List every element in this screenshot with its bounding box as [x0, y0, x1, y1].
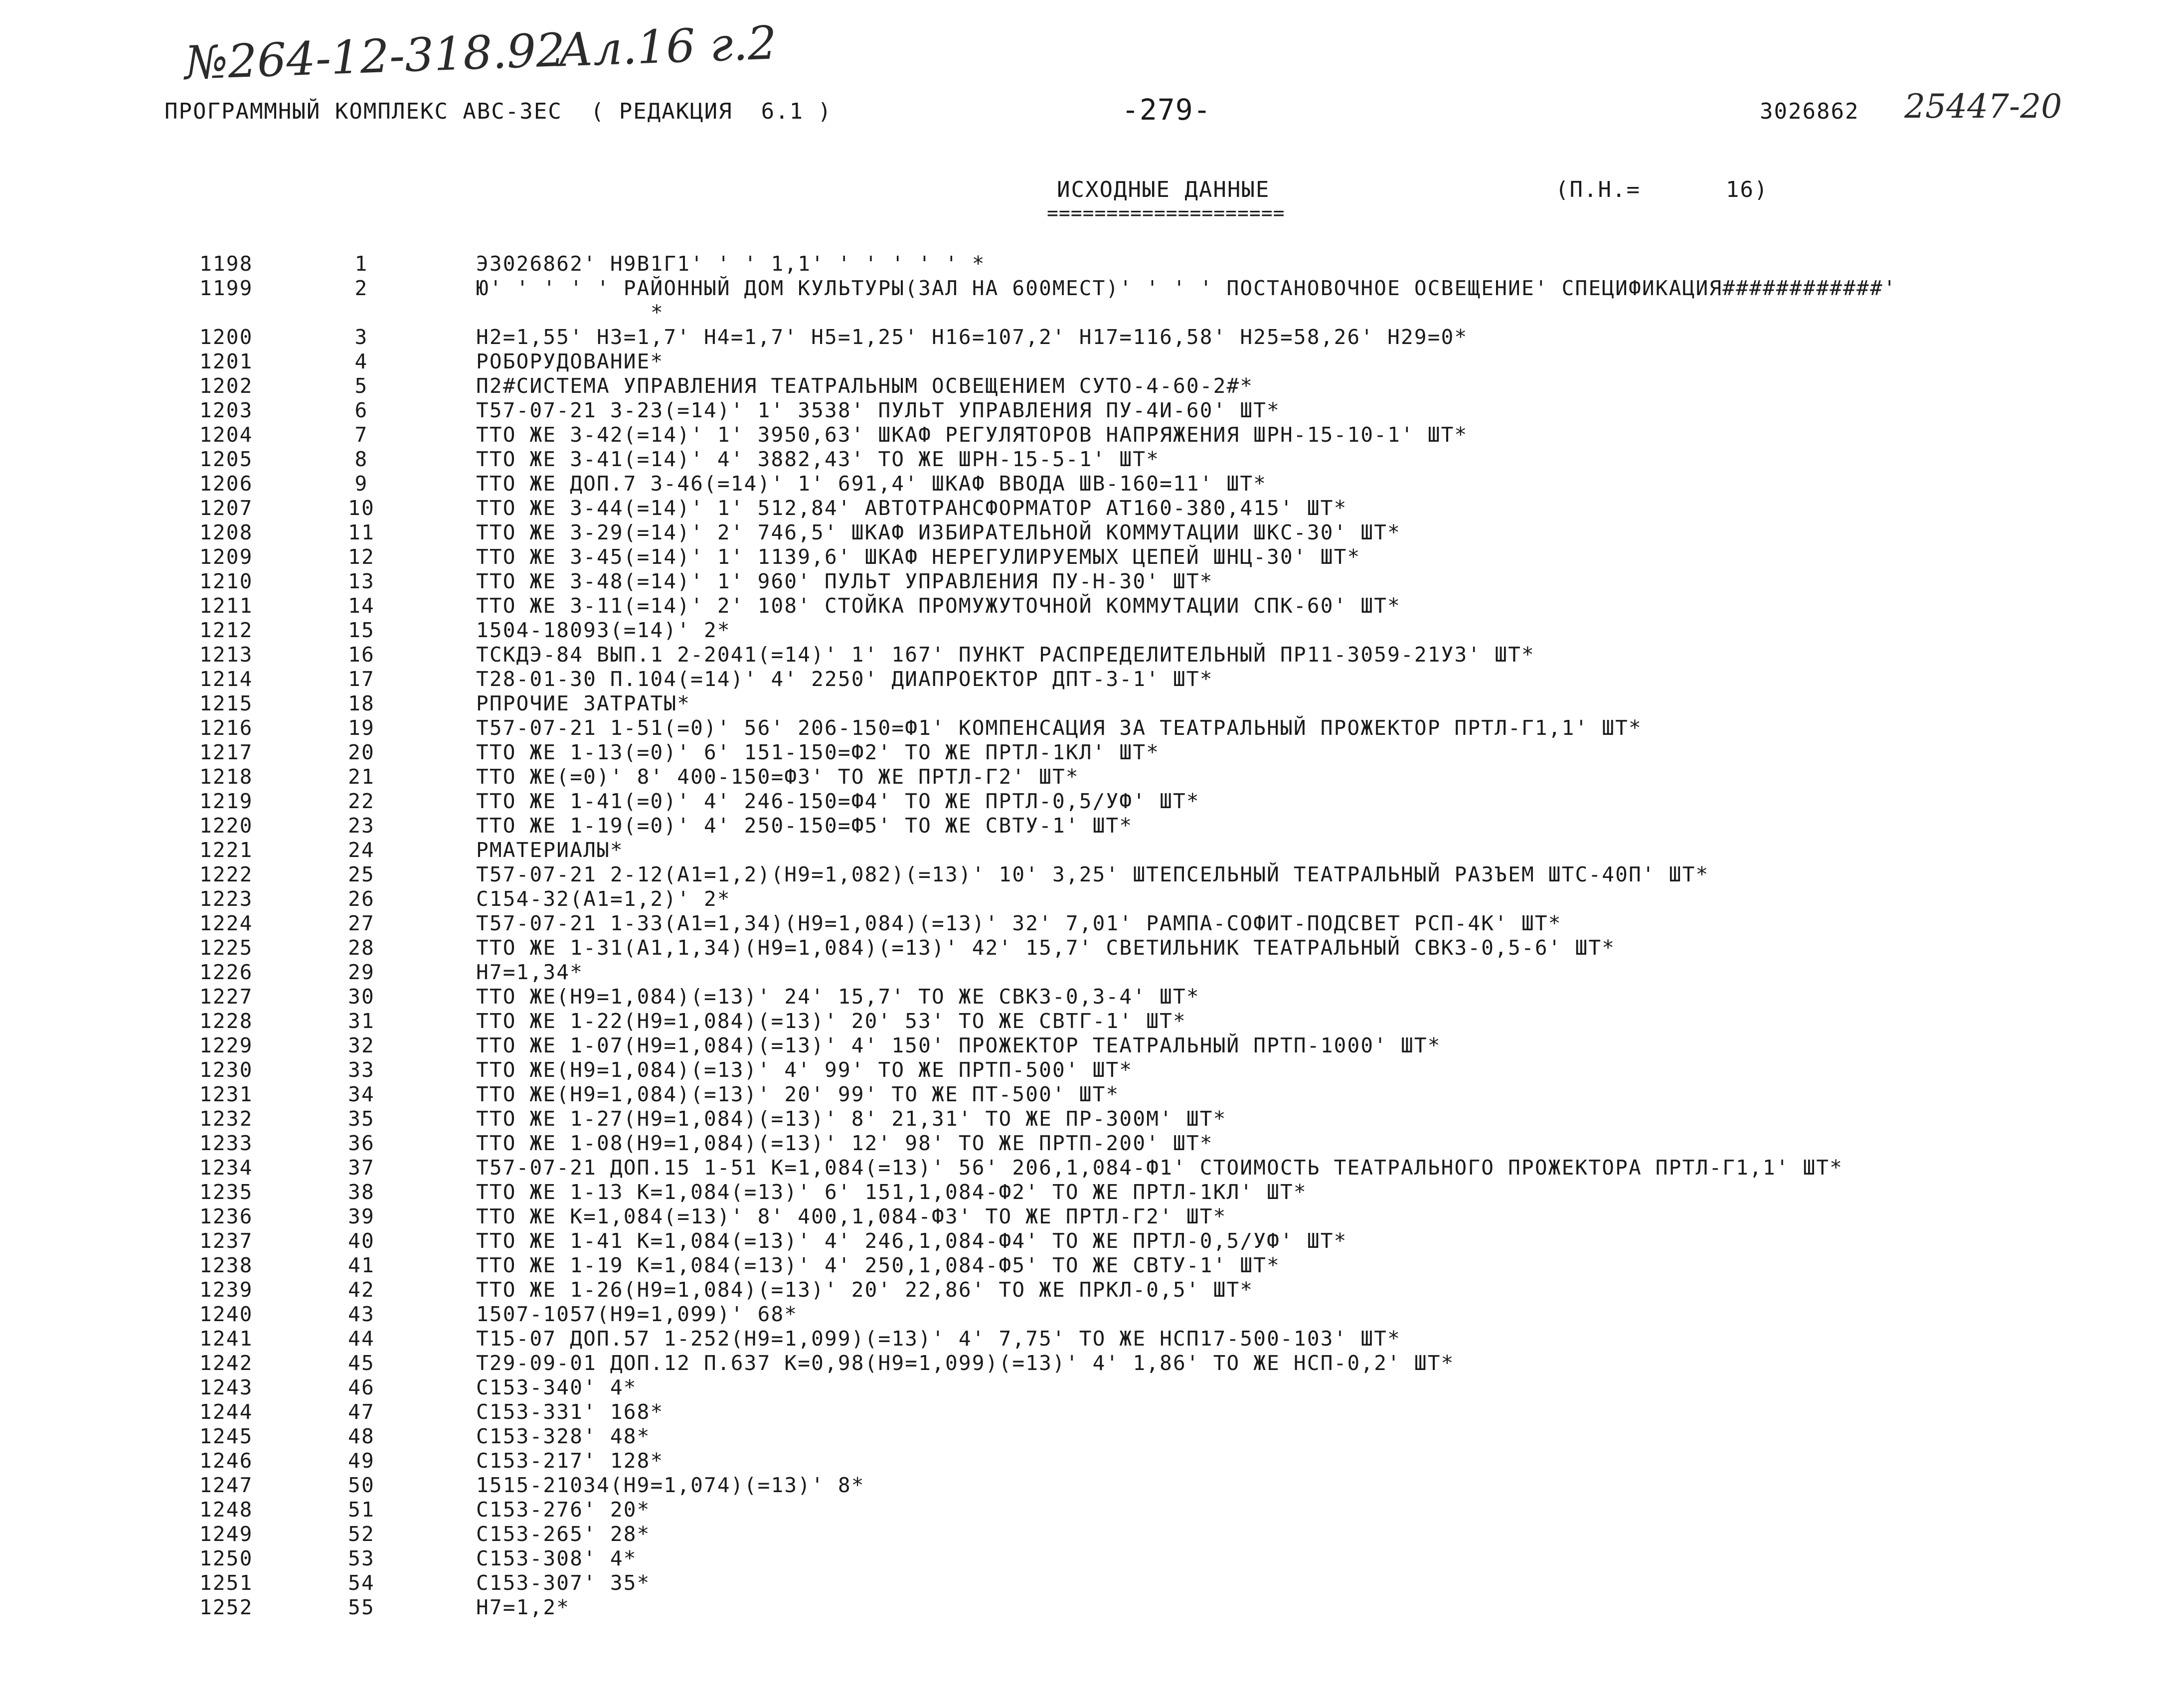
line-number: 27 — [348, 911, 375, 935]
line-number: 25 — [348, 862, 375, 886]
record-text: ТТО ЖЕ(Н9=1,084)(=13)' 20' 99' ТО ЖЕ ПТ-500' ШТ* — [476, 1082, 1120, 1106]
record-number: 1247 — [199, 1473, 253, 1497]
record-text: Т57-07-21 1-51(=0)' 56' 206-150=Ф1' КОМПЕНСАЦИЯ ЗА ТЕАТРАЛЬНЫЙ ПРОЖЕКТОР ПРТЛ-Г1,1' ШТ* — [476, 716, 1642, 740]
record-number: 1246 — [199, 1449, 253, 1473]
listing-row — [0, 1253, 2178, 1278]
record-number: 1212 — [199, 618, 253, 642]
listing-row — [0, 716, 2178, 740]
line-number: 43 — [348, 1302, 375, 1326]
record-text: ТТО ЖЕ 1-26(Н9=1,084)(=13)' 20' 22,86' ТО ЖЕ ПРКЛ-0,5' ШТ* — [476, 1278, 1254, 1302]
record-text: ТТО ЖЕ 3-11(=14)' 2' 108' СТОЙКА ПРОМУЖУТОЧНОЙ КОММУТАЦИИ СПК-60' ШТ* — [476, 594, 1401, 618]
listing-row — [0, 1009, 2178, 1033]
listing-row — [0, 349, 2178, 374]
record-text: ТТО ЖЕ 3-48(=14)' 1' 960' ПУЛЬТ УПРАВЛЕНИЯ ПУ-Н-30' ШТ* — [476, 569, 1213, 593]
line-number: 9 — [354, 472, 368, 496]
listing-row — [0, 1229, 2178, 1253]
line-number: 1 — [354, 252, 368, 276]
record-text: ТТО ЖЕ 1-31(А1,1,34)(Н9=1,084)(=13)' 42' 15,7' СВЕТИЛЬНИК ТЕАТРАЛЬНЫЙ СВКЗ-0,5-6' ШТ* — [476, 936, 1616, 960]
record-number: 1222 — [199, 862, 253, 886]
line-number: 54 — [348, 1571, 375, 1595]
listing-row — [0, 789, 2178, 814]
record-number: 1199 — [199, 276, 253, 300]
line-number: 41 — [348, 1253, 375, 1277]
line-number: 11 — [348, 520, 375, 544]
line-number: 42 — [348, 1278, 375, 1302]
page-number: -279- — [1122, 93, 1211, 127]
listing-row — [0, 1522, 2178, 1546]
record-number: 1248 — [199, 1498, 253, 1522]
listing-row — [0, 398, 2178, 423]
line-number: 15 — [348, 618, 375, 642]
line-number: 51 — [348, 1498, 375, 1522]
line-number: 33 — [348, 1058, 375, 1082]
record-number: 1242 — [199, 1351, 253, 1375]
line-number: 35 — [348, 1107, 375, 1131]
record-text: ТТО ЖЕ 3-45(=14)' 1' 1139,6' ШКАФ НЕРЕГУЛИРУЕМЫХ ЦЕПЕЙ ШНЦ-30' ШТ* — [476, 545, 1361, 569]
record-text: Т15-07 ДОП.57 1-252(Н9=1,099)(=13)' 4' 7,75' ТО ЖЕ НСП17-500-103' ШТ* — [476, 1327, 1401, 1351]
listing-row — [0, 887, 2178, 911]
record-number: 1206 — [199, 472, 253, 496]
record-text: ТСКДЭ-84 ВЫП.1 2-2041(=14)' 1' 167' ПУНКТ РАСПРЕДЕЛИТЕЛЬНЫЙ ПР11-3059-21У3' ШТ* — [476, 643, 1535, 667]
listing-row — [0, 765, 2178, 789]
line-number: 44 — [348, 1327, 375, 1351]
listing-row — [0, 1571, 2178, 1595]
record-text: Т57-07-21 ДОП.15 1-51 К=1,084(=13)' 56' 206,1,084-Ф1' СТОИМОСТЬ ТЕАТРАЛЬНОГО ПРОЖЕКТОРА ПРТЛ-Г1,1' ШТ* — [476, 1156, 1843, 1180]
record-text: С153-217' 128* — [476, 1449, 664, 1473]
line-number: 50 — [348, 1473, 375, 1497]
listing-row — [0, 1449, 2178, 1473]
record-text: ТТО ЖЕ 1-19(=0)' 4' 250-150=Ф5' ТО ЖЕ СВТУ-1' ШТ* — [476, 814, 1133, 838]
handwritten-code: 25447-20 — [1904, 87, 2062, 126]
record-number: 1209 — [199, 545, 253, 569]
listing-row — [0, 301, 2178, 325]
line-number: 38 — [348, 1180, 375, 1204]
record-number: 1231 — [199, 1082, 253, 1106]
line-number: 36 — [348, 1131, 375, 1155]
listing-row — [0, 569, 2178, 594]
record-text: РМАТЕРИАЛЫ* — [476, 838, 624, 862]
listing-row — [0, 643, 2178, 667]
line-number: 18 — [348, 691, 375, 715]
record-number: 1251 — [199, 1571, 253, 1595]
line-number: 45 — [348, 1351, 375, 1375]
record-number: 1205 — [199, 447, 253, 471]
line-number: 20 — [348, 740, 375, 764]
record-text: С153-276' 20* — [476, 1498, 651, 1522]
record-number: 1240 — [199, 1302, 253, 1326]
listing-row — [0, 960, 2178, 985]
record-number: 1239 — [199, 1278, 253, 1302]
record-number: 1204 — [199, 423, 253, 447]
line-number: 46 — [348, 1375, 375, 1399]
listing-row — [0, 1278, 2178, 1302]
record-number: 1243 — [199, 1375, 253, 1399]
record-text: Т57-07-21 3-23(=14)' 1' 3538' ПУЛЬТ УПРАВЛЕНИЯ ПУ-4И-60' ШТ* — [476, 398, 1281, 422]
document-code: 3026862 — [1760, 99, 1859, 124]
record-text: ТТО ЖЕ(=0)' 8' 400-150=Ф3' ТО ЖЕ ПРТЛ-Г2' ШТ* — [476, 765, 1079, 789]
listing-row — [0, 496, 2178, 520]
record-number: 1203 — [199, 398, 253, 422]
line-number: 4 — [354, 349, 368, 373]
record-number: 1223 — [199, 887, 253, 911]
record-number: 1207 — [199, 496, 253, 520]
listing-row — [0, 1327, 2178, 1351]
record-number: 1237 — [199, 1229, 253, 1253]
record-text: Ю' ' ' ' ' РАЙОННЫЙ ДОМ КУЛЬТУРЫ(ЗАЛ НА 600МЕСТ)' ' ' ' ПОСТАНОВОЧНОЕ ОСВЕЩЕНИЕ' СПЕЦИФИКАЦИЯ############' — [476, 276, 1897, 300]
listing-row — [0, 252, 2178, 276]
record-text: ТТО ЖЕ ДОП.7 3-46(=14)' 1' 691,4' ШКАФ ВВОДА ШВ-160=11' ШТ* — [476, 472, 1267, 496]
record-number: 1200 — [199, 325, 253, 349]
record-text: * — [651, 301, 664, 325]
handwritten-document-number: №264-12-318.92 — [183, 23, 566, 90]
line-number: 14 — [348, 594, 375, 618]
line-number: 3 — [354, 325, 368, 349]
listing-row — [0, 1302, 2178, 1327]
listing-row — [0, 1156, 2178, 1180]
line-number: 47 — [348, 1400, 375, 1424]
record-text: ТТО ЖЕ 3-44(=14)' 1' 512,84' АВТОТРАНСФОРМАТОР АТ160-380,415' ШТ* — [476, 496, 1347, 520]
listing-row — [0, 1473, 2178, 1498]
record-number: 1211 — [199, 594, 253, 618]
record-number: 1213 — [199, 643, 253, 667]
line-number: 55 — [348, 1595, 375, 1619]
record-text: С153-308' 4* — [476, 1546, 637, 1570]
record-number: 1227 — [199, 985, 253, 1009]
record-number: 1233 — [199, 1131, 253, 1155]
record-text: Т57-07-21 2-12(А1=1,2)(Н9=1,082)(=13)' 10' 3,25' ШТЕПСЕЛЬНЫЙ ТЕАТРАЛЬНЫЙ РАЗЪЕМ ШТС-40П' ШТ* — [476, 862, 1709, 886]
record-number: 1228 — [199, 1009, 253, 1033]
listing-row — [0, 594, 2178, 618]
record-text: Н7=1,2* — [476, 1595, 570, 1619]
listing-row — [0, 814, 2178, 838]
record-number: 1215 — [199, 691, 253, 715]
listing-row — [0, 911, 2178, 936]
line-number: 53 — [348, 1546, 375, 1570]
listing-row — [0, 520, 2178, 545]
listing-row — [0, 276, 2178, 301]
record-text: ТТО ЖЕ К=1,084(=13)' 8' 400,1,084-Ф3' ТО ЖЕ ПРТЛ-Г2' ШТ* — [476, 1204, 1227, 1228]
record-number: 1249 — [199, 1522, 253, 1546]
record-text: ТТО ЖЕ 1-13(=0)' 6' 151-150=Ф2' ТО ЖЕ ПРТЛ-1КЛ' ШТ* — [476, 740, 1160, 764]
line-number: 12 — [348, 545, 375, 569]
record-text: ТТО ЖЕ 1-27(Н9=1,084)(=13)' 8' 21,31' ТО ЖЕ ПР-300М' ШТ* — [476, 1107, 1227, 1131]
record-number: 1216 — [199, 716, 253, 740]
line-number: 16 — [348, 643, 375, 667]
record-text: ТТО ЖЕ 1-13 К=1,084(=13)' 6' 151,1,084-Ф2' ТО ЖЕ ПРТЛ-1КЛ' ШТ* — [476, 1180, 1307, 1204]
record-number: 1220 — [199, 814, 253, 838]
record-number: 1202 — [199, 374, 253, 398]
record-number: 1252 — [199, 1595, 253, 1619]
line-number: 22 — [348, 789, 375, 813]
line-number: 52 — [348, 1522, 375, 1546]
line-number: 21 — [348, 765, 375, 789]
record-text: ТТО ЖЕ 3-41(=14)' 4' 3882,43' ТО ЖЕ ШРН-15-5-1' ШТ* — [476, 447, 1160, 471]
record-number: 1218 — [199, 765, 253, 789]
record-text: С153-331' 168* — [476, 1400, 664, 1424]
line-number: 24 — [348, 838, 375, 862]
record-text: ТТО ЖЕ 1-41 К=1,084(=13)' 4' 246,1,084-Ф4' ТО ЖЕ ПРТЛ-0,5/УФ' ШТ* — [476, 1229, 1347, 1253]
record-text: С153-265' 28* — [476, 1522, 651, 1546]
listing-row — [0, 1375, 2178, 1400]
line-number: 5 — [354, 374, 368, 398]
line-number: 17 — [348, 667, 375, 691]
record-number: 1214 — [199, 667, 253, 691]
record-number: 1236 — [199, 1204, 253, 1228]
record-text: 1504-18093(=14)' 2* — [476, 618, 731, 642]
listing-row — [0, 545, 2178, 569]
listing-row — [0, 374, 2178, 398]
record-text: Э3026862' Н9В1Г1' ' ' 1,1' ' ' ' ' ' * — [476, 252, 986, 276]
listing-row — [0, 1058, 2178, 1082]
record-number: 1244 — [199, 1400, 253, 1424]
record-text: Т28-01-30 П.104(=14)' 4' 2250' ДИАПРОЕКТОР ДПТ-3-1' ШТ* — [476, 667, 1213, 691]
listing-row — [0, 423, 2178, 447]
handwritten-sheet-reference: Ал.16 г.2 — [557, 16, 778, 77]
listing-row — [0, 691, 2178, 716]
line-number: 2 — [354, 276, 368, 300]
listing-row — [0, 447, 2178, 472]
listing-row — [0, 1180, 2178, 1204]
listing-row — [0, 862, 2178, 887]
record-text: ТТО ЖЕ 1-08(Н9=1,084)(=13)' 12' 98' ТО ЖЕ ПРТП-200' ШТ* — [476, 1131, 1213, 1155]
listing-row — [0, 1546, 2178, 1571]
record-text: ТТО ЖЕ 1-19 К=1,084(=13)' 4' 250,1,084-Ф5' ТО ЖЕ СВТУ-1' ШТ* — [476, 1253, 1281, 1277]
record-text: ТТО ЖЕ 1-41(=0)' 4' 246-150=Ф4' ТО ЖЕ ПРТЛ-0,5/УФ' ШТ* — [476, 789, 1200, 813]
line-number: 49 — [348, 1449, 375, 1473]
record-number: 1230 — [199, 1058, 253, 1082]
line-number: 7 — [354, 423, 368, 447]
record-number: 1225 — [199, 936, 253, 960]
line-number: 28 — [348, 936, 375, 960]
record-number: 1235 — [199, 1180, 253, 1204]
line-number: 26 — [348, 887, 375, 911]
listing-row — [0, 985, 2178, 1009]
listing-row — [0, 1400, 2178, 1424]
record-text: Т57-07-21 1-33(А1=1,34)(Н9=1,084)(=13)' 32' 7,01' РАМПА-СОФИТ-ПОДСВЕТ РСП-4К' ШТ* — [476, 911, 1562, 935]
record-number: 1232 — [199, 1107, 253, 1131]
line-number: 37 — [348, 1156, 375, 1180]
section-meta: (П.Н.= 16) — [1555, 177, 1769, 202]
line-number: 19 — [348, 716, 375, 740]
record-number: 1219 — [199, 789, 253, 813]
record-number: 1229 — [199, 1033, 253, 1057]
listing-row — [0, 1033, 2178, 1058]
record-number: 1234 — [199, 1156, 253, 1180]
record-text: Т29-09-01 ДОП.12 П.637 К=0,98(Н9=1,099)(=13)' 4' 1,86' ТО ЖЕ НСП-0,2' ШТ* — [476, 1351, 1455, 1375]
record-number: 1217 — [199, 740, 253, 764]
line-number: 8 — [354, 447, 368, 471]
record-text: ТТО ЖЕ 1-22(Н9=1,084)(=13)' 20' 53' ТО ЖЕ СВТГ-1' ШТ* — [476, 1009, 1186, 1033]
listing-row — [0, 667, 2178, 691]
listing-row — [0, 1424, 2178, 1449]
line-number: 32 — [348, 1033, 375, 1057]
program-header: ПРОГРАММНЫЙ КОМПЛЕКС АВС-3ЕС ( РЕДАКЦИЯ 6.1 ) — [165, 99, 833, 124]
record-number: 1241 — [199, 1327, 253, 1351]
record-text: Н7=1,34* — [476, 960, 584, 984]
record-text: С153-328' 48* — [476, 1424, 651, 1448]
listing-row — [0, 838, 2178, 862]
record-number: 1250 — [199, 1546, 253, 1570]
line-number: 13 — [348, 569, 375, 593]
listing-row — [0, 1107, 2178, 1131]
record-text: С153-307' 35* — [476, 1571, 651, 1595]
line-number: 10 — [348, 496, 375, 520]
record-number: 1210 — [199, 569, 253, 593]
listing-row — [0, 1082, 2178, 1107]
record-number: 1198 — [199, 252, 253, 276]
listing-row — [0, 936, 2178, 960]
listing-row — [0, 1204, 2178, 1229]
line-number: 31 — [348, 1009, 375, 1033]
record-text: ТТО ЖЕ(Н9=1,084)(=13)' 4' 99' ТО ЖЕ ПРТП-500' ШТ* — [476, 1058, 1133, 1082]
section-title: ИСХОДНЫЕ ДАННЫЕ — [1057, 177, 1270, 202]
input-data-listing — [0, 252, 2178, 1620]
line-number: 48 — [348, 1424, 375, 1448]
record-number: 1224 — [199, 911, 253, 935]
listing-row — [0, 1498, 2178, 1522]
listing-row — [0, 740, 2178, 765]
record-text: ТТО ЖЕ 1-07(Н9=1,084)(=13)' 4' 150' ПРОЖЕКТОР ТЕАТРАЛЬНЫЙ ПРТП-1000' ШТ* — [476, 1033, 1441, 1057]
line-number: 34 — [348, 1082, 375, 1106]
line-number: 30 — [348, 985, 375, 1009]
listing-row — [0, 325, 2178, 349]
record-text: ТТО ЖЕ(Н9=1,084)(=13)' 24' 15,7' ТО ЖЕ СВКЗ-0,3-4' ШТ* — [476, 985, 1200, 1009]
record-text: Н2=1,55' Н3=1,7' Н4=1,7' Н5=1,25' Н16=107,2' Н17=116,58' Н25=58,26' Н29=0* — [476, 325, 1468, 349]
record-number: 1238 — [199, 1253, 253, 1277]
listing-row — [0, 472, 2178, 496]
record-text: ТТО ЖЕ 3-29(=14)' 2' 746,5' ШКАФ ИЗБИРАТЕЛЬНОЙ КОММУТАЦИИ ШКС-30' ШТ* — [476, 520, 1401, 544]
listing-row — [0, 1595, 2178, 1620]
record-number: 1226 — [199, 960, 253, 984]
record-number: 1245 — [199, 1424, 253, 1448]
line-number: 23 — [348, 814, 375, 838]
listing-row — [0, 1131, 2178, 1156]
record-text: П2#СИСТЕМА УПРАВЛЕНИЯ ТЕАТРАЛЬНЫМ ОСВЕЩЕНИЕМ СУТО-4-60-2#* — [476, 374, 1254, 398]
record-text: 1515-21034(Н9=1,074)(=13)' 8* — [476, 1473, 865, 1497]
record-number: 1221 — [199, 838, 253, 862]
record-text: 1507-1057(Н9=1,099)' 68* — [476, 1302, 798, 1326]
listing-row — [0, 618, 2178, 643]
listing-row — [0, 1351, 2178, 1375]
line-number: 40 — [348, 1229, 375, 1253]
record-number: 1208 — [199, 520, 253, 544]
line-number: 6 — [354, 398, 368, 422]
section-underline: ==================== — [1047, 202, 1285, 224]
record-text: РОБОРУДОВАНИЕ* — [476, 349, 664, 373]
line-number: 29 — [348, 960, 375, 984]
record-text: С154-32(А1=1,2)' 2* — [476, 887, 731, 911]
record-number: 1201 — [199, 349, 253, 373]
record-text: ТТО ЖЕ 3-42(=14)' 1' 3950,63' ШКАФ РЕГУЛЯТОРОВ НАПРЯЖЕНИЯ ШРН-15-10-1' ШТ* — [476, 423, 1468, 447]
record-text: С153-340' 4* — [476, 1375, 637, 1399]
line-number: 39 — [348, 1204, 375, 1228]
record-text: РПРОЧИЕ ЗАТРАТЫ* — [476, 691, 691, 715]
